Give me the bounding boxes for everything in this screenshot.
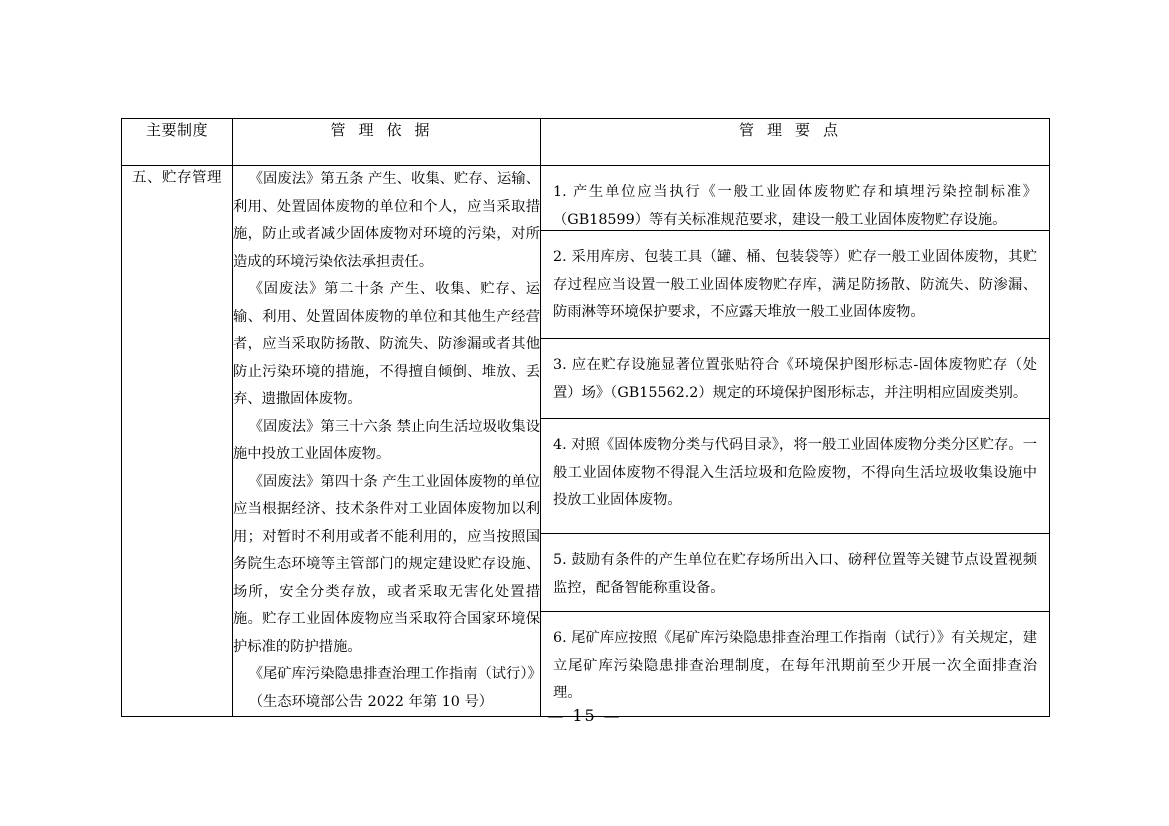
management-points-cell xyxy=(541,166,1050,717)
page-number: 15 xyxy=(572,706,597,725)
management-basis-cell xyxy=(233,166,541,717)
management-point-text: 1. 产生单位应当执行《一般工业固体废物贮存和填埋污染控制标准》（GB18599）等有关标准规范要求，建设一般工业固体废物贮存设施。 xyxy=(553,184,1037,228)
management-point-text: 3. 应在贮存设施显著位置张贴符合《环境保护图形标志-固体废物贮存（处置）场》（GB15562.2）规定的环境保护图形标志，并注明相应固废类别。 xyxy=(553,357,1037,401)
basis-paragraph: 《固废法》第三十六条 禁止向生活垃圾收集设施中投放工业固体废物。 xyxy=(233,418,540,462)
basis-paragraph: 《尾矿库污染隐患排查治理工作指南（试行）》 xyxy=(248,666,542,682)
table-row xyxy=(122,166,1050,717)
basis-paragraph: （生态环境部公告 2022 年第 10 号） xyxy=(248,693,494,710)
column-header-management-points: 管理要点 xyxy=(541,119,1050,166)
management-point-text: 2. 采用库房、包装工具（罐、桶、包装袋等）贮存一般工业固体废物，其贮存过程应当设置一般工业固体废物贮存库，满足防扬散、防流失、防渗漏、防雨淋等环境保护要求，不应露天堆放一般工业固体废物。 xyxy=(553,249,1037,320)
management-point-text: 4. 对照《固体废物分类与代码目录》，将一般工业固体废物分类分区贮存。一般工业固体废物不得混入生活垃圾和危险废物，不得向生活垃圾收集设施中投放工业固体废物。 xyxy=(553,437,1037,508)
table-header-row xyxy=(122,119,1050,166)
basis-paragraph: 《固废法》第四十条 产生工业固体废物的单位应当根据经济、技术条件对工业固体废物加以利用；对暂时不利用或者不能利用的，应当按照国务院生态环境等主管部门的规定建设贮存设施、场所，安全分类存放，或者采取无害化处置措施。贮存工业固体废物应当采取符合国家环境保护标准的防护措施。 xyxy=(233,473,540,655)
column-header-management-basis: 管理依据 xyxy=(233,119,541,166)
basis-paragraph: 《固废法》第五条 产生、收集、贮存、运输、利用、处置固体废物的单位和个人，应当采取措施，防止或者减少固体废物对环境的污染，对所造成的环境污染依法承担责任。 xyxy=(233,171,540,270)
management-point-item xyxy=(541,231,1049,339)
column-header-main-system: 主要制度 xyxy=(122,119,233,166)
management-system-table xyxy=(121,118,1050,717)
management-point-text: 6. 尾矿库应按照《尾矿库污染隐患排查治理工作指南（试行）》有关规定，建立尾矿库污染隐患排查治理制度，在每年汛期前至少开展一次全面排查治理。 xyxy=(553,630,1037,701)
management-point-item xyxy=(541,419,1049,534)
section-label-storage-management: 五、贮存管理 xyxy=(122,166,233,717)
management-point-item xyxy=(541,339,1049,419)
footer-dash-left: — xyxy=(547,706,566,725)
basis-paragraph: 《固废法》第二十条 产生、收集、贮存、运输、利用、处置固体废物的单位和其他生产经营者，应当采取防扬散、防流失、防渗漏或者其他防止污染环境的措施，不得擅自倾倒、堆放、丢弃、遗撒固体废物。 xyxy=(233,281,540,407)
footer-dash-right: — xyxy=(603,706,622,725)
management-point-text: 5. 鼓励有条件的产生单位在贮存场所出入口、磅秤位置等关键节点设置视频监控，配备智能称重设备。 xyxy=(553,552,1037,596)
page-footer xyxy=(0,706,1169,725)
management-point-item xyxy=(541,612,1049,701)
management-point-item xyxy=(541,166,1049,231)
management-point-item xyxy=(541,534,1049,612)
